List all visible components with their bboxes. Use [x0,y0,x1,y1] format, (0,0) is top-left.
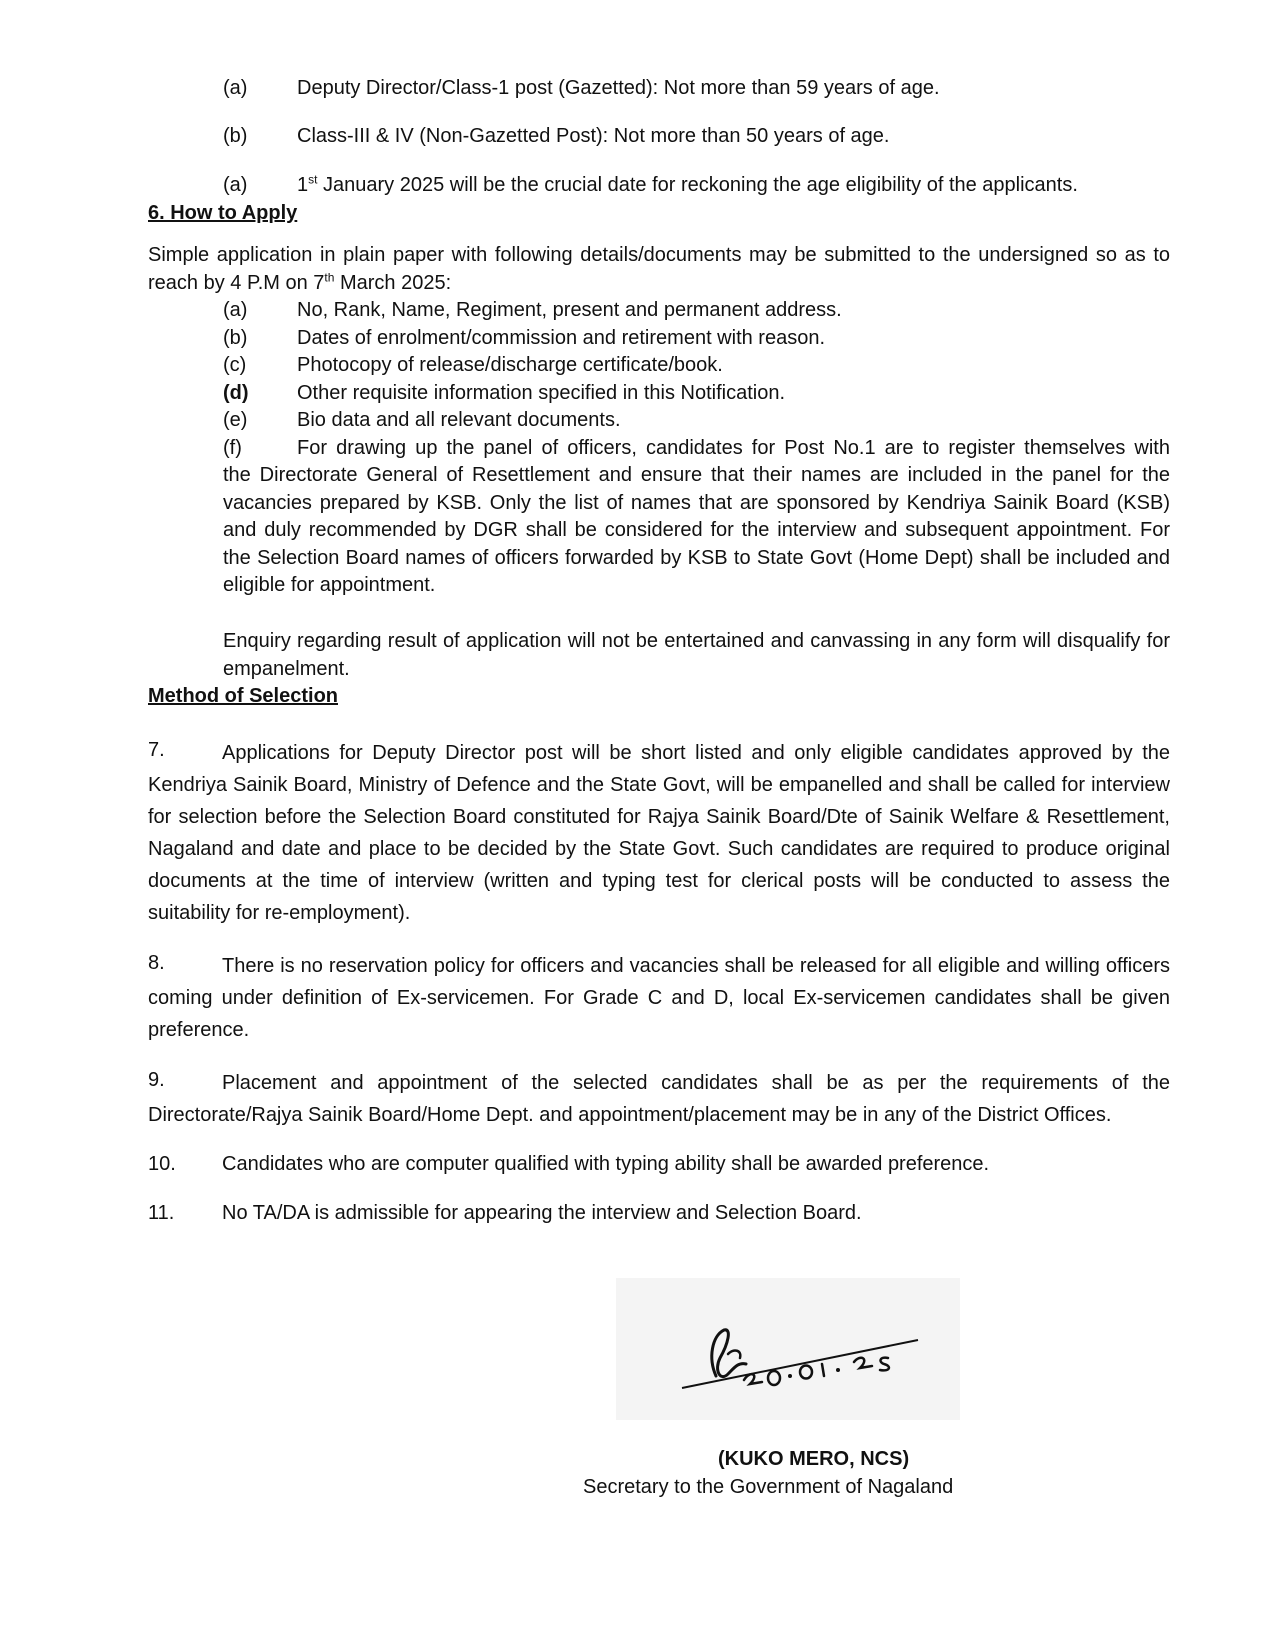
apply-item-text: Other requisite information specified in this Notification. [297,382,786,404]
age-limit-label: (b) [223,125,248,147]
apply-item-label: (d) [223,382,249,404]
apply-item-label: (a) [223,299,248,321]
enquiry-note: Enquiry regarding result of application will not be entertained and canvassing in any form will disqualify for empanelment. [223,630,1170,680]
signatory-designation: Secretary to the Government of Nagaland [583,1476,954,1498]
apply-item-f-text: the Directorate General of Resettlement and ensure that their names are included in the panel for the vacancies prepared by KSB. Only the list of names that are sponsored by Kendriya Sainik Board (KSB) and duly recommended by DGR shall be considered for the interview and subsequent appointment. For the Selection Board names of officers forwarded by KSB to State Govt (Home Dept) shall be included and eligible for appointment. [223,464,1170,597]
paragraph-10: Candidates who are computer qualified with typing ability shall be awarded preference. [222,1153,990,1175]
apply-item-text: Dates of enrolment/commission and retirement with reason. [297,327,826,349]
paragraph-number: 8. [148,952,165,974]
section-heading-method-of-selection: Method of Selection [148,685,338,707]
apply-item-label: (f) [223,437,242,459]
age-limit-label: (a) [223,77,248,99]
apply-item-label: (e) [223,409,248,431]
paragraph-11: No TA/DA is admissible for appearing the interview and Selection Board. [222,1202,862,1224]
crucial-date-text: 1st January 2025 will be the crucial date for reckoning the age eligibility of the applicants. [297,172,1078,196]
apply-item-f-first-line: For drawing up the panel of officers, candidates for Post No.1 are to register themselves with [297,437,1170,459]
paragraph-8: There is no reservation policy for officers and vacancies shall be released for all eligible and willing officers coming under definition of Ex-servicemen. For Grade C and D, local Ex-servicemen candidates shall be given preference. [148,955,1170,1041]
apply-item-label: (b) [223,327,248,349]
signature-image [616,1278,960,1420]
signatory-name: (KUKO MERO, NCS) [718,1448,910,1470]
apply-item-text: Bio data and all relevant documents. [297,409,621,431]
apply-item-text: Photocopy of release/discharge certificate/book. [297,354,723,376]
age-limit-label: (a) [223,174,248,196]
paragraph-7: Applications for Deputy Director post will be short listed and only eligible candidates approved by the Kendriya Sainik Board, Ministry of Defence and the State Govt, will be empanelled and shall be called for interview for selection before the Selection Board constituted for Rajya Sainik Board/Dte of Sainik Welfare & Resettlement, Nagaland and date and place to be decided by the State Govt. Such candidates are required to produce original documents at the time of interview (written and typing test for clerical posts will be conducted to assess the suitability for re-employment). [148,742,1170,924]
apply-item-text: No, Rank, Name, Regiment, present and permanent address. [297,299,842,321]
paragraph-number: 10. [148,1153,176,1175]
paragraph-number: 9. [148,1069,165,1091]
age-limit-text: Deputy Director/Class-1 post (Gazetted): Not more than 59 years of age. [297,77,940,99]
how-to-apply-intro: Simple application in plain paper with following details/documents may be submitted to the undersigned so as to reach by 4 P.M on 7th March 2025: [148,244,1170,294]
paragraph-9: Placement and appointment of the selected candidates shall be as per the requirements of the Directorate/Rajya Sainik Board/Home Dept. and appointment/placement may be in any of the District Offices. [148,1072,1170,1126]
age-limit-text: Class-III & IV (Non-Gazetted Post): Not more than 50 years of age. [297,125,890,147]
section-heading-how-to-apply: 6. How to Apply [148,202,298,224]
paragraph-number: 7. [148,739,165,761]
handwritten-signature-icon [616,1278,960,1420]
apply-item-label: (c) [223,354,247,376]
paragraph-number: 11. [148,1202,175,1224]
